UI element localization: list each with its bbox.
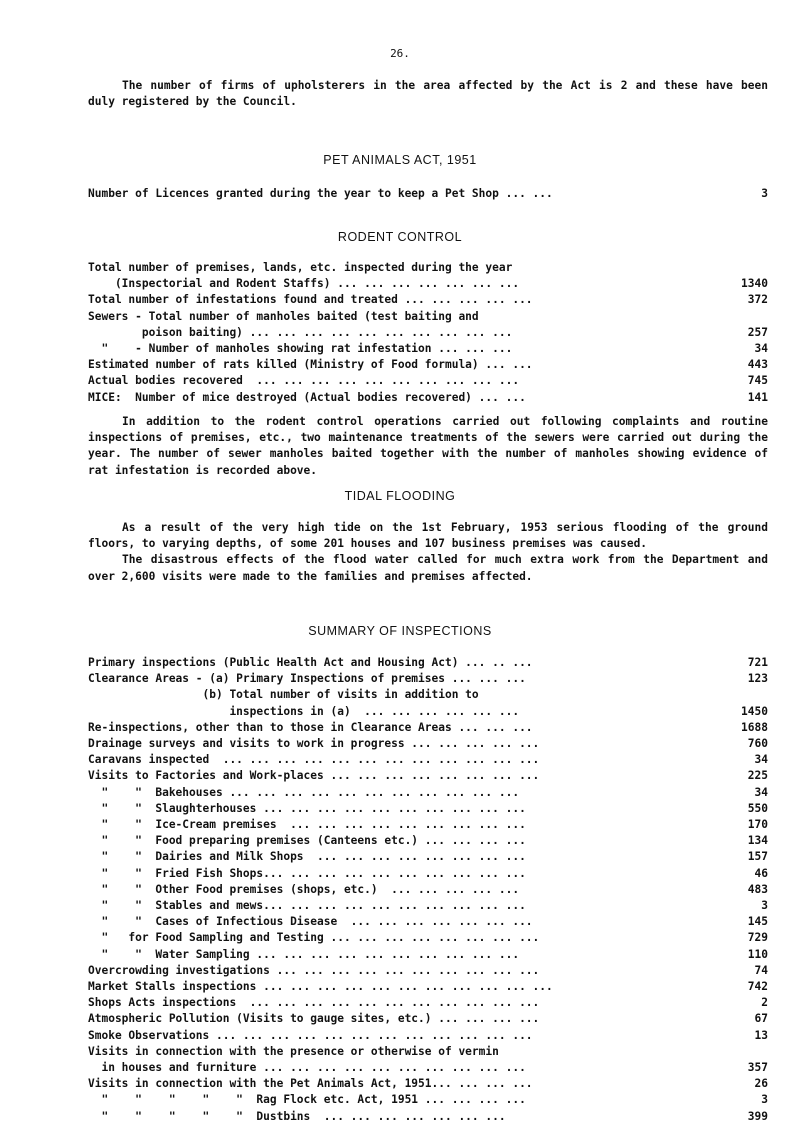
summary-row-value: 550 <box>747 801 768 815</box>
summary-row <box>88 687 768 703</box>
summary-row <box>88 979 768 995</box>
summary-row <box>88 947 768 963</box>
summary-row-value: 357 <box>747 1061 768 1075</box>
summary-row-value: 721 <box>747 656 768 669</box>
summary-row-label: in houses and furniture ... ... ... ... ... ... ... ... ... ... <box>88 1061 526 1075</box>
summary-row <box>88 1076 768 1092</box>
tidal-paragraph-2: The disastrous effects of the flood water called for much extra work from the Department and over 2,600 visits were made to the families and premises affected. <box>88 553 768 583</box>
summary-row-value: 74 <box>754 963 768 977</box>
summary-row-value: 742 <box>747 980 768 994</box>
rodent-row-value: 257 <box>747 325 768 339</box>
summary-row <box>88 1109 768 1125</box>
rodent-row-value: 372 <box>747 293 768 307</box>
summary-row <box>88 671 768 687</box>
rodent-row <box>88 373 768 389</box>
pet-shop-licences-value: 3 <box>761 187 768 200</box>
summary-row <box>88 914 768 930</box>
rodent-row-label: poison baiting) ... ... ... ... ... ... ... ... ... ... <box>88 325 513 339</box>
tidal-paragraph-1: As a result of the very high tide on the 1st February, 1953 serious flooding of the ground floors, to varying depths, of some 201 houses and 107 business premises was caused. <box>88 521 768 551</box>
rodent-row-label: Estimated number of rats killed (Ministry of Food formula) ... ... <box>88 358 533 372</box>
summary-row-label: Visits to Factories and Work-places ... ... ... ... ... ... ... ... <box>88 769 540 783</box>
summary-row-label: Caravans inspected ... ... ... ... ... ... ... ... ... ... ... ... <box>88 753 540 767</box>
summary-row-value: 760 <box>747 737 768 751</box>
pet-shop-licences-label: Number of Licences granted during the year to keep a Pet Shop ... ... <box>88 187 553 200</box>
rodent-row <box>88 341 768 357</box>
summary-row-value: 67 <box>754 1012 768 1026</box>
summary-row-label: " " " " " Rag Flock etc. Act, 1951 ... ... ... ... <box>88 1093 526 1107</box>
summary-row-value: 13 <box>754 1028 768 1042</box>
summary-row <box>88 882 768 898</box>
summary-row-value: 26 <box>754 1077 768 1091</box>
summary-row <box>88 1044 768 1060</box>
summary-row <box>88 704 768 720</box>
summary-row <box>88 655 768 671</box>
summary-row <box>88 801 768 817</box>
summary-row <box>88 1011 768 1027</box>
summary-row-value: 2 <box>761 996 768 1010</box>
summary-row-value: 483 <box>747 882 768 896</box>
summary-row <box>88 833 768 849</box>
pet-animals-heading: PET ANIMALS ACT, 1951 <box>323 153 477 167</box>
rodent-row-label: Total number of infestations found and treated ... ... ... ... ... <box>88 293 533 307</box>
rodent-control-heading: RODENT CONTROL <box>337 230 463 244</box>
tidal-flooding-text <box>88 520 768 585</box>
rodent-row <box>88 309 768 325</box>
rodent-row-value: 1340 <box>741 277 768 291</box>
summary-row-label: " for Food Sampling and Testing ... ... ... ... ... ... ... ... <box>88 931 540 945</box>
summary-row-label: " " Ice-Cream premises ... ... ... ... ... ... ... ... ... <box>88 818 526 832</box>
summary-heading: SUMMARY OF INSPECTIONS <box>308 624 492 638</box>
summary-row-label: Smoke Observations ... ... ... ... ... ... ... ... ... ... ... ... <box>88 1028 533 1042</box>
summary-row-value: 34 <box>754 785 768 799</box>
summary-table <box>88 655 768 1125</box>
rodent-row-value <box>718 260 768 276</box>
summary-row-value: 3 <box>761 899 768 913</box>
rodent-row-value <box>718 309 768 325</box>
summary-row-label: Overcrowding investigations ... ... ... ... ... ... ... ... ... ... <box>88 963 540 977</box>
summary-row-value: 134 <box>747 834 768 848</box>
tidal-flooding-heading: TIDAL FLOODING <box>344 489 456 503</box>
rodent-row <box>88 276 768 292</box>
summary-row-value <box>718 687 768 703</box>
summary-row <box>88 995 768 1011</box>
rodent-note-paragraph: In addition to the rodent control operations carried out following complaints and routine inspections of premises, etc., two maintenance treatments of the sewers were carried out during the year. The number of sewer manholes baited together with the number of manholes showing evidence of rat infestation is recorded above. <box>88 415 768 477</box>
summary-row-value: 110 <box>747 947 768 961</box>
summary-row-value <box>718 1044 768 1060</box>
rodent-row <box>88 325 768 341</box>
summary-row-label: (b) Total number of visits in addition to <box>88 688 479 702</box>
rodent-row-value: 141 <box>747 390 768 404</box>
rodent-row-label: (Inspectorial and Rodent Staffs) ... ... ... ... ... ... ... <box>88 277 520 291</box>
rodent-row <box>88 390 768 406</box>
summary-row-value: 34 <box>754 753 768 767</box>
summary-row-label: Visits in connection with the presence or otherwise of vermin <box>88 1044 499 1058</box>
summary-row-label: inspections in (a) ... ... ... ... ... ... <box>88 704 520 718</box>
summary-row-value: 225 <box>747 769 768 783</box>
rodent-row-label: Total number of premises, lands, etc. inspected during the year <box>88 261 513 274</box>
summary-row <box>88 849 768 865</box>
summary-row-label: Drainage surveys and visits to work in progress ... ... ... ... ... <box>88 737 540 751</box>
summary-row <box>88 866 768 882</box>
summary-row-label: " " Food preparing premises (Canteens etc.) ... ... ... ... <box>88 834 526 848</box>
rodent-row-label: Sewers - Total number of manholes baited (test baiting and <box>88 309 479 323</box>
page-number: 26. <box>390 47 410 60</box>
rodent-row-label: " - Number of manholes showing rat infestation ... ... ... <box>88 342 513 356</box>
rodent-row-value: 443 <box>747 358 768 372</box>
summary-row-value: 729 <box>747 931 768 945</box>
summary-row-value: 123 <box>747 672 768 686</box>
summary-row <box>88 817 768 833</box>
summary-row-label: Re-inspections, other than to those in Clearance Areas ... ... ... <box>88 720 533 734</box>
summary-row-label: Clearance Areas - (a) Primary Inspections of premises ... ... ... <box>88 672 526 686</box>
summary-row-label: Shops Acts inspections ... ... ... ... ... ... ... ... ... ... ... <box>88 996 540 1010</box>
summary-row <box>88 963 768 979</box>
summary-row <box>88 1028 768 1044</box>
summary-row-value: 145 <box>747 915 768 929</box>
summary-row <box>88 752 768 768</box>
summary-row-label: Visits in connection with the Pet Animals Act, 1951... ... ... ... <box>88 1077 533 1091</box>
summary-row-label: " " Bakehouses ... ... ... ... ... ... ... ... ... ... ... <box>88 785 520 799</box>
summary-row-label: " " Dairies and Milk Shops ... ... ... ... ... ... ... ... <box>88 850 526 864</box>
summary-row <box>88 898 768 914</box>
summary-row-value: 46 <box>754 866 768 880</box>
summary-row-label: Atmospheric Pollution (Visits to gauge sites, etc.) ... ... ... ... <box>88 1012 540 1026</box>
summary-row <box>88 720 768 736</box>
summary-row-value: 1450 <box>741 704 768 718</box>
summary-row-value: 157 <box>747 850 768 864</box>
intro-paragraph: The number of firms of upholsterers in the area affected by the Act is 2 and these have been duly registered by the Council. <box>88 79 768 109</box>
rodent-row-label: Actual bodies recovered ... ... ... ... ... ... ... ... ... ... <box>88 374 520 388</box>
summary-row-value: 3 <box>761 1093 768 1107</box>
summary-row-label: " " Stables and mews... ... ... ... ... ... ... ... ... ... <box>88 899 526 913</box>
summary-row-label: " " " " " Dustbins ... ... ... ... ... ... ... <box>88 1109 506 1123</box>
summary-row-value: 399 <box>747 1109 768 1123</box>
summary-row <box>88 785 768 801</box>
pet-animals-row <box>88 186 768 202</box>
rodent-row-value: 34 <box>754 342 768 356</box>
rodent-row <box>88 260 768 276</box>
summary-row <box>88 736 768 752</box>
rodent-row <box>88 357 768 373</box>
summary-row <box>88 1060 768 1076</box>
summary-row-label: " " Other Food premises (shops, etc.) ... ... ... ... ... <box>88 882 520 896</box>
summary-row-label: " " Cases of Infectious Disease ... ... ... ... ... ... ... <box>88 915 533 929</box>
summary-row <box>88 768 768 784</box>
rodent-row <box>88 292 768 308</box>
rodent-table <box>88 260 768 406</box>
summary-row-label: " " Fried Fish Shops... ... ... ... ... ... ... ... ... ... <box>88 866 526 880</box>
summary-row-label: " " Water Sampling ... ... ... ... ... ... ... ... ... ... <box>88 947 520 961</box>
summary-row-label: " " Slaughterhouses ... ... ... ... ... ... ... ... ... ... <box>88 801 526 815</box>
summary-row-value: 170 <box>747 818 768 832</box>
summary-row-value: 1688 <box>741 720 768 734</box>
summary-row <box>88 1092 768 1108</box>
rodent-row-label: MICE: Number of mice destroyed (Actual bodies recovered) ... ... <box>88 390 526 404</box>
rodent-row-value: 745 <box>747 374 768 388</box>
summary-row-label: Market Stalls inspections ... ... ... ... ... ... ... ... ... ... ... <box>88 980 553 994</box>
summary-row <box>88 930 768 946</box>
summary-row-label: Primary inspections (Public Health Act and Housing Act) ... .. ... <box>88 656 533 669</box>
